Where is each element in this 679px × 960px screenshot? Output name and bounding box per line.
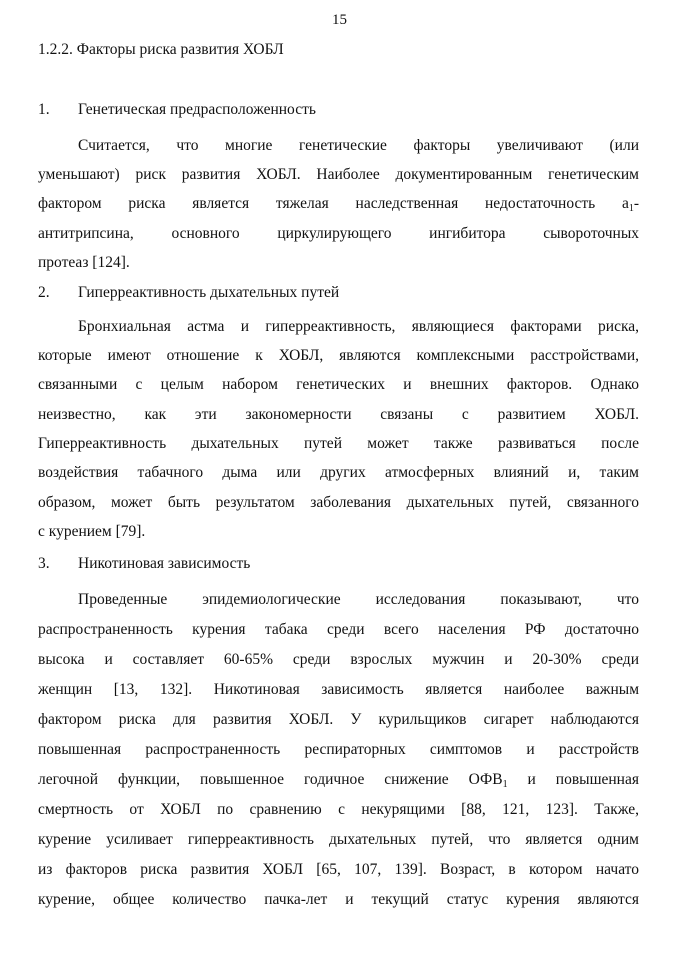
section-title: Генетическая предрасположенность bbox=[78, 101, 316, 118]
paragraph-line: неизвестно, как эти закономерности связаны с развитием ХОБЛ. bbox=[38, 406, 639, 423]
paragraph-line: распространенность курения табака среди всего населения РФ достаточно bbox=[38, 621, 639, 638]
paragraph-line: из факторов риска развития ХОБЛ [65, 107, 139]. Возраст, в котором начато bbox=[38, 861, 639, 878]
paragraph-line bbox=[38, 194, 639, 219]
paragraph-line: высока и составляет 60-65% среди взрослых мужчин и 20-30% среди bbox=[38, 651, 639, 668]
paragraph-line: Проведенные эпидемиологические исследования показывают, что bbox=[78, 591, 639, 608]
paragraph-line: уменьшают) риск развития ХОБЛ. Наиболее документированным генетическим bbox=[38, 166, 639, 183]
paragraph-line: с курением [79]. bbox=[38, 523, 146, 540]
paragraph-line: протеаз [124]. bbox=[38, 254, 130, 271]
section-title: Гиперреактивность дыхательных путей bbox=[78, 284, 340, 301]
paragraph-line: воздействия табачного дыма или других атмосферных влияний и, таким bbox=[38, 464, 639, 481]
section-heading: 1.2.2. Факторы риска развития ХОБЛ bbox=[38, 41, 284, 58]
section-number: 2. bbox=[38, 284, 50, 301]
paragraph-line bbox=[38, 770, 639, 795]
page-number: 15 bbox=[332, 12, 347, 28]
paragraph-line: смертность от ХОБЛ по сравнению с некурящими [88, 121, 123]. Также, bbox=[38, 801, 639, 818]
paragraph-line: женщин [13, 132]. Никотиновая зависимость является наиболее важным bbox=[38, 681, 639, 698]
paragraph-line: повышенная распространенность респираторных симптомов и расстройств bbox=[38, 741, 639, 758]
paragraph-line: связанными с целым набором генетических и внешних факторов. Однако bbox=[38, 376, 639, 393]
paragraph-line: образом, может быть результатом заболевания дыхательных путей, связанного bbox=[38, 494, 639, 511]
paragraph-line: курение, общее количество пачка-лет и текущий статус курения являются bbox=[38, 891, 639, 908]
paragraph-line: фактором риска для развития ХОБЛ. У курильщиков сигарет наблюдаются bbox=[38, 711, 639, 728]
paragraph-line: курение усиливает гиперреактивность дыхательных путей, что является одним bbox=[38, 831, 639, 848]
subscript: 1 bbox=[502, 779, 508, 790]
section-number: 3. bbox=[38, 555, 50, 572]
paragraph-line: Гиперреактивность дыхательных путей может также развиваться после bbox=[38, 435, 639, 452]
text-fragment: и повышенная bbox=[507, 771, 639, 788]
paragraph-line: Считается, что многие генетические факторы увеличивают (или bbox=[78, 137, 639, 154]
paragraph-line: Бронхиальная астма и гиперреактивность, являющиеся факторами риска, bbox=[78, 318, 639, 335]
alpha-symbol: $a_1-$ bbox=[621, 195, 639, 214]
section-title: Никотиновая зависимость bbox=[78, 555, 251, 572]
section-number: 1. bbox=[38, 101, 50, 118]
text-fragment: фактором риска является тяжелая наследственная недостаточность bbox=[38, 195, 596, 212]
text-fragment: легочной функции, повышенное годичное снижение ОФВ bbox=[38, 771, 503, 788]
paragraph-line: антитрипсина, основного циркулирующего ингибитора сывороточных bbox=[38, 225, 639, 242]
paragraph-line: которые имеют отношение к ХОБЛ, являются комплексными расстройствами, bbox=[38, 347, 639, 364]
